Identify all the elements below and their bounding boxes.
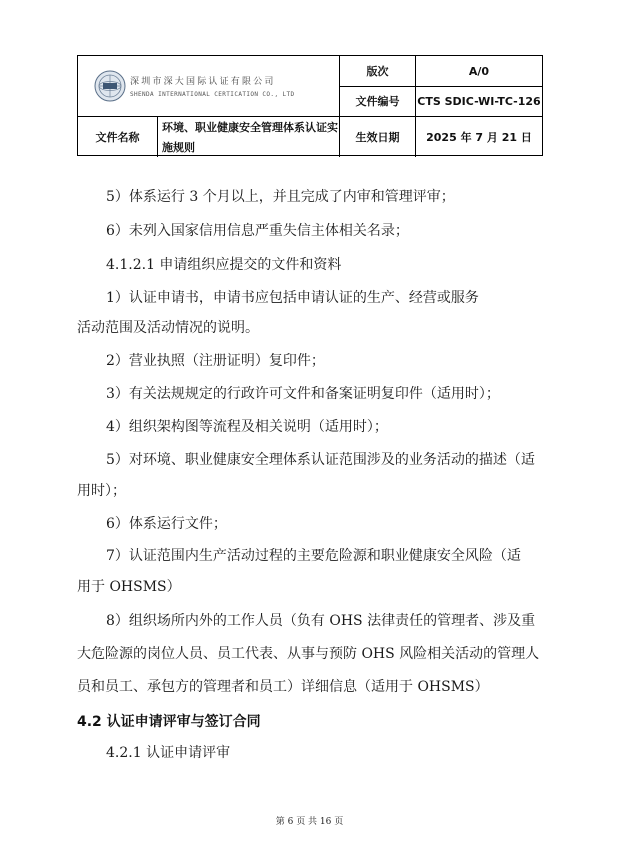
paragraph: 5）体系运行 3 个月以上，并且完成了内审和管理评审； [106,189,455,205]
company-name-en: SHENDA INTERNATIONAL CERTICATION CO., LTD [130,91,295,98]
paragraph: 5）对环境、职业健康安全理体系认证范围涉及的业务活动的描述（适 [106,452,535,468]
section-heading-4-1-2-1: 4.1.2.1 申请组织应提交的文件和资料 [106,257,342,273]
paragraph: 用于 OHSMS） [77,579,181,595]
doc-no-label-cell [340,86,415,116]
company-logo-cell [78,56,338,116]
paragraph: 活动范围及活动情况的说明。 [77,320,259,336]
divider [157,117,158,157]
paragraph: 4）组织架构图等流程及相关说明（适用时）； [106,419,388,435]
version-label-cell [340,56,415,86]
company-name-block [130,74,295,98]
section-heading-4-2-1: 4.2.1 认证申请评审 [106,745,231,761]
doc-name-value-cell [158,117,339,157]
doc-name-line1: 环境、职业健康安全管理体系认证实 [162,121,338,134]
doc-no-label: 文件编号 [355,95,400,108]
paragraph: 3）有关法规规定的行政许可文件和备案证明复印件（适用时）； [106,386,500,402]
version-label: 版次 [366,65,389,78]
header-row-1 [78,56,542,116]
page-number: 第 6 页 共 16 页 [275,817,344,827]
doc-name-label: 文件名称 [95,131,140,144]
document-header-table [77,55,543,156]
paragraph: 2）营业执照（注册证明）复印件； [106,353,325,369]
paragraph: 员和员工、承包方的管理者和员工）详细信息（适用于 OHSMS） [77,679,489,695]
effective-date-value: 2025 年 7 月 21 日 [426,131,532,144]
doc-no-value: CTS SDIC-WI-TC-126 [417,94,541,108]
paragraph: 6）未列入国家信用信息严重失信主体相关名录； [106,223,409,239]
section-heading-4-2: 4.2 认证申请评审与签订合同 [77,714,261,730]
divider [339,117,340,157]
paragraph: 用时）； [77,483,126,499]
company-logo-icon [94,70,126,102]
effective-date-label: 生效日期 [355,131,400,144]
paragraph: 7）认证范围内生产活动过程的主要危险源和职业健康安全风险（适 [106,548,521,564]
divider [415,117,416,157]
effective-date-label-cell [340,117,415,157]
header-row-2 [78,116,542,157]
divider [339,86,542,87]
company-name-cn: 深圳市深大国际认证有限公司 [130,77,276,87]
doc-name-line2: 施规则 [162,141,195,154]
paragraph: 8）组织场所内外的工作人员（负有 OHS 法律责任的管理者、涉及重 [106,613,536,629]
doc-name-label-cell [78,117,157,157]
paragraph: 1）认证申请书，申请书应包括申请认证的生产、经营或服务 [106,290,479,306]
doc-no-value-cell [416,86,542,116]
version-value-cell [416,56,542,86]
paragraph: 6）体系运行文件； [106,516,227,532]
version-value: A/0 [468,64,490,78]
effective-date-value-cell [416,117,542,157]
paragraph: 大危险源的岗位人员、员工代表、从事与预防 OHS 风险相关活动的管理人 [77,646,540,662]
